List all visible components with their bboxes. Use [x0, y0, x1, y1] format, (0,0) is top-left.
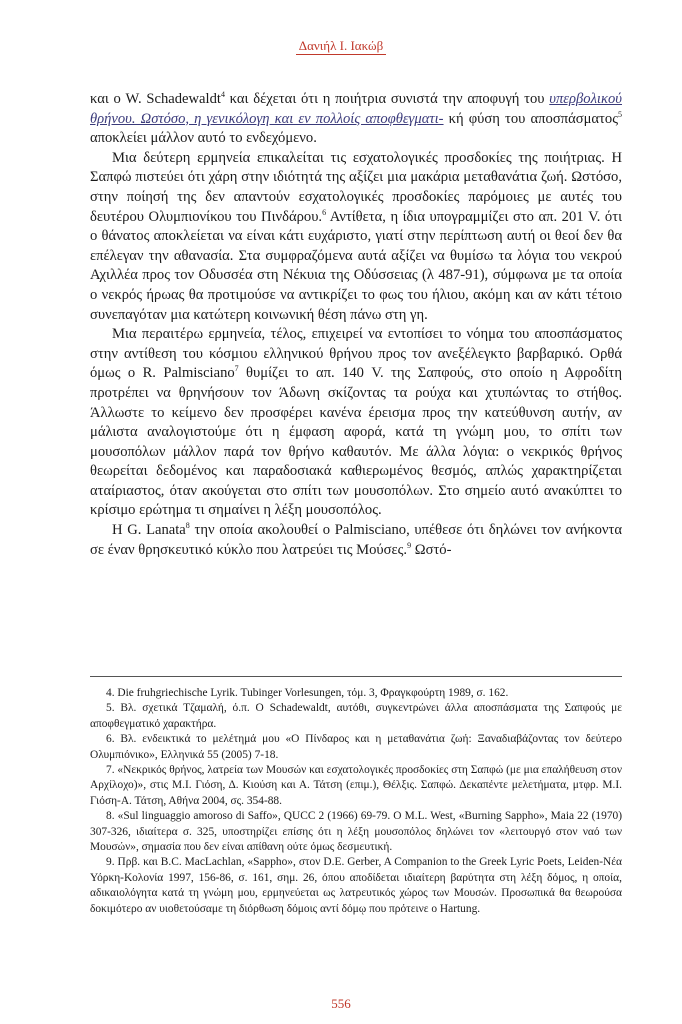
- page-number: 556: [331, 996, 351, 1011]
- footnotes: [90, 686, 622, 917]
- p2-text-b: Αντίθετα, η ίδια υπογραμμίζει στο απ. 201 V. ότι ο θάνατος αποκλείεται να είναι κάτι ευχάριστο, γιατί στην περίπτωση αυτή οι θεοί δεν θα επέλεγαν την αθανασία. Στα συμφραζόμενα αυτά αξίζει να θυμίσω τα λόγια του νεκρού Αχιλλέα προς τον Οδυσσέα στη Νέκυια της Οδύσσειας (λ 487-91), σύμφωνα με τα οποία ο νεκρός ήρωας θα προτιμούσε να αντικρίζει το φως του ήλιου, ακόμη και αν κάτι τέτοιο συνεπαγόταν μια κατώτερη κοινωνική θέση πάνω στη γη.: [90, 208, 622, 323]
- footnote-9: 9. Πρβ. και B.C. MacLachlan, «Sappho», στον D.E. Gerber, A Companion to the Greek Lyric Poets, Leiden-Νέα Υόρκη-Κολονία 1997, 156-86, σ. 161, σημ. 26, όπου αποδίδεται ιδιαίτερη βαρύτητα στη λέξη δόμος, η οποία, αδικαιολόγητα κατά τη γνώμη μου, ερμηνεύεται ως λατρευτικός χώρος των Μουσών. Προσωπικά θα θεωρούσα δοκιμότερο αν υιοθετούσαμε τη διόρθωση δόμοις αντί δόμῳ που πρότεινε ο Hartung.: [90, 856, 622, 915]
- main-text: [90, 90, 622, 560]
- p1-text-b: και δέχεται ότι η ποιήτρια συνιστά την αποφυγή του: [224, 91, 550, 107]
- p1-text-c: κή φύση του αποσπάσματος: [443, 110, 618, 127]
- p1-text-a: και ο W. Schadewaldt: [90, 91, 221, 107]
- p4-text-b: την οποία ακολουθεί ο Palmisciano, υπέθεσε ότι δηλώνει τον ανήκοντα σε έναν θρησκευτικό κύκλο που λατρεύει τις Μούσες.: [90, 522, 622, 558]
- paragraph-1: [90, 90, 622, 149]
- footnote-4: 4. Die fruhgriechische Lyrik. Tubinger Vorlesungen, τόμ. 3, Φραγκφούρτη 1989, σ. 162.: [106, 687, 509, 699]
- footnote-8: 8. «Sul linguaggio amoroso di Saffo», QUCC 2 (1966) 69-79. Ο M.L. West, «Burning Sappho», Maia 22 (1970) 307-326, ιδιαίτερα σ. 325, υποστηρίζει επίσης ότι η λέξη μουσοπόλος δηλώνει τον «λειτουργό στον ναό των Μουσών», σημασία που δεν είναι απίθανη ούτε όμως δεσμευτική.: [90, 810, 622, 854]
- paragraph-4: [90, 521, 622, 560]
- p2-text-a: Μια δεύτερη ερμηνεία επικαλείται τις εσχατολογικές προσδοκίες της ποιήτριας. Η Σαπφώ πιστεύει ότι χάρη στην ιδιότητά της αξίζει μια μακάρια μεταθανάτια ζωή. Ωστόσο, στην ποίησή της δεν απαντούν εσχατολογικές προσδοκίες παρόμοιες με αυτές του δευτέρου Ολυμπιονίκου του Πινδάρου.: [90, 149, 622, 225]
- footnote-6: 6. Βλ. ενδεικτικά το μελέτημά μου «Ο Πίνδαρος και η μεταθανάτια ζωή: Ξαναδιαβάζοντας τον δεύτερο Ολυμπιόνικο», Ελληνικά 55 (2005) 7-18.: [90, 733, 622, 761]
- p4-text-c: Ωστό-: [411, 541, 452, 558]
- footnote-ref-6[interactable]: 6: [322, 207, 327, 217]
- footnote-ref-9[interactable]: 9: [407, 540, 412, 550]
- paragraph-2: [90, 149, 622, 325]
- footnote-7: 7. «Νεκρικός θρήνος, λατρεία των Μουσών και εσχατολογικές προσδοκίες στη Σαπφώ (με μια επαλήθευση στον Αρχίλοχο)», στις Μ.Ι. Γιόση, Δ. Κιούση και Α. Τάτση (επιμ.), Θέλξις. Σαπφώ. Δεκαπέντε μελετήματα, μτφρ. Μ.Ι. Γιόση-Α. Τάτση, Αθήνα 2004, σς. 354-88.: [90, 764, 622, 807]
- footnote-5: 5. Βλ. σχετικά Τζαμαλή, ό.π. Ο Schadewaldt, αυτόθι, συγκεντρώνει άλλα αποσπάσματα της Σαπφούς με αποφθεγματικό χαρακτήρα.: [90, 702, 622, 730]
- footnote-divider: [90, 676, 622, 677]
- underlined-highlight: υπερβολικού θρήνου. Ωστόσο, η γενικόλογη και εν πολλοίς αποφθεγματι-: [90, 91, 622, 127]
- header-author: Δανιήλ Ι. Ιακώβ: [296, 38, 386, 55]
- footnote-ref-4[interactable]: 4: [220, 90, 225, 100]
- p4-text-a: Η G. Lanata: [112, 522, 186, 539]
- p3-text-a: Μια περαιτέρω ερμηνεία, τέλος, επιχειρεί να εντοπίσει το νόημα του αποσπάσματος στην αντίθεση του κόσμιου ελληνικού θρήνου προς τον ανεξέλεγκτο βαρβαρικό. Ορθά όμως ο R. Palmisciano: [90, 326, 622, 382]
- running-header: [0, 38, 682, 54]
- p1-text-d: αποκλείει μάλλον αυτό το ενδεχόμενο.: [90, 130, 317, 147]
- footnote-ref-5[interactable]: 5: [618, 109, 622, 119]
- footnote-ref-7[interactable]: 7: [234, 364, 239, 374]
- paragraph-3: [90, 325, 622, 521]
- footnote-ref-8[interactable]: 8: [185, 521, 190, 531]
- p3-text-b: θυμίζει το απ. 140 V. της Σαπφούς, στο οποίο η Αφροδίτη προτρέπει να θρηνήσουν τον Άδωνη σκίζοντας τα ρούχα και χτυπώντας το στήθος. Άλλωστε το κείμενο δεν προσφέρει κανένα έρεισμα προς την κατεύθυνση αυτήν, αν μάλιστα αναλογιστούμε ότι η έμφαση αφορά, κατά τη γνώμη μου, το σπίτι των μουσοπόλων μάλλον παρά τον θρήνο καθαυτόν. Με άλλα λόγια: ο νεκρικός θρήνος θεωρείται δεδομένος και παραδοσιακά καθιερωμένος θεσμός, απλώς χαρακτηρίζεται αταίριαστος, όταν ακούγεται στο σπίτι των μουσοπόλων. Στο σημείο αυτό ανακύπτει το κρίσιμο ερώτημα τι σημαίνει η λέξη μουσοπόλος.: [90, 365, 622, 519]
